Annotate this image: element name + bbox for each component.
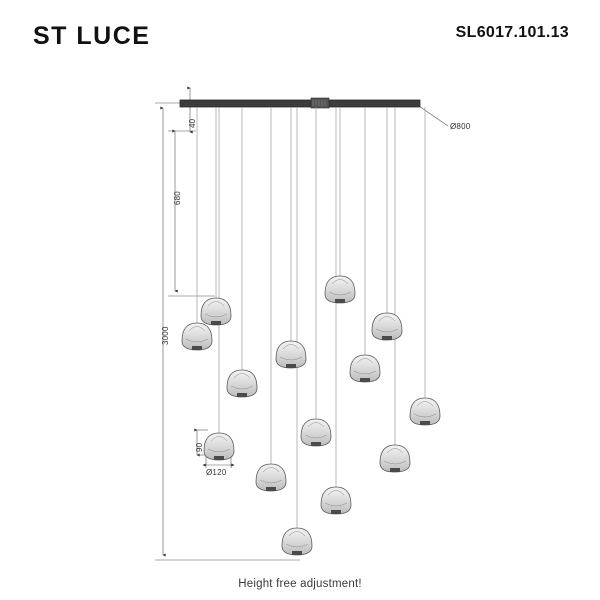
pendant-shade [410, 398, 440, 425]
pendant-shade [201, 298, 231, 325]
dimension-canopy-thickness: 40 [188, 118, 197, 128]
pendant-shade [321, 487, 351, 514]
dimension-total-height: 3000 [161, 326, 170, 345]
pendant-shade [372, 313, 402, 340]
pendant-shade [301, 419, 331, 446]
pendant-shades [182, 276, 440, 555]
dimension-shade-height: 90 [195, 442, 204, 452]
dimension-canopy-diameter: Ø800 [450, 122, 471, 131]
pendant-shade [350, 355, 380, 382]
product-sku: SL6017.101.13 [455, 24, 569, 41]
pendant-shade [204, 433, 234, 460]
pendant-shade [276, 341, 306, 368]
dimension-upper-drop: 680 [173, 191, 182, 205]
free-adjustment-caption: Height free adjustment! [238, 578, 362, 590]
ceiling-canopy [180, 98, 420, 108]
pendant-shade [325, 276, 355, 303]
dimension-shade-diameter: Ø120 [206, 468, 227, 477]
pendant-shade [380, 445, 410, 472]
pendant-shade [256, 464, 286, 491]
pendant-shade [227, 370, 257, 397]
pendant-shade [282, 528, 312, 555]
brand-logo: ST LUCE [33, 22, 151, 50]
pendant-shade [182, 323, 212, 350]
